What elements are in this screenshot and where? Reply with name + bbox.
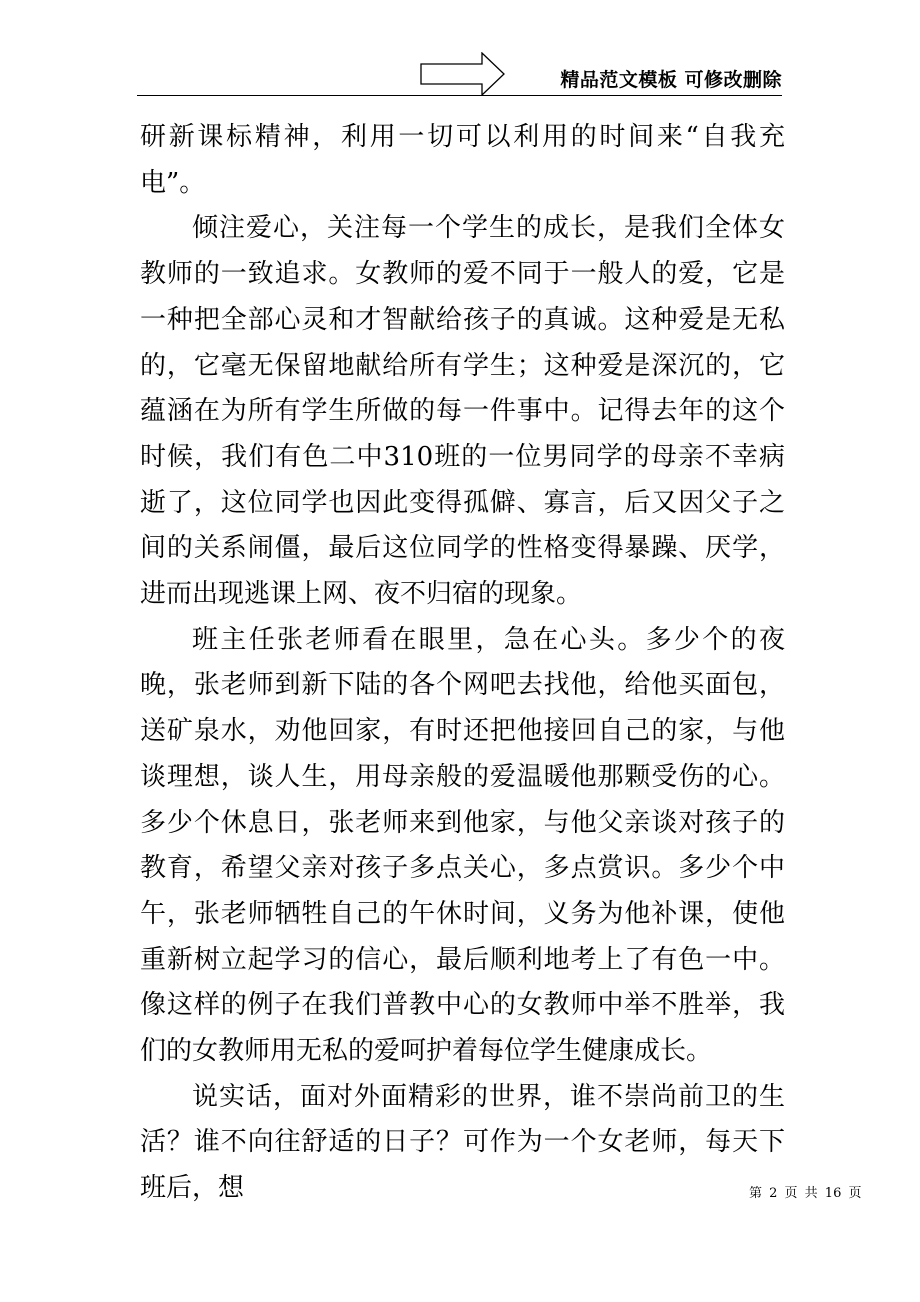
page-number: 第 2 页 共 16 页 bbox=[749, 1186, 862, 1201]
document-body bbox=[140, 115, 785, 1212]
paragraph-continuation: 研新课标精神，利用一切可以利用的时间来“自我充电”。 bbox=[140, 122, 785, 198]
right-arrow-outline-icon bbox=[420, 52, 506, 96]
paragraph-honest-words: 说实话，面对外面精彩的世界，谁不崇尚前卫的生活？谁不向往舒适的日子？可作为一个女老师，每天下班后，想 bbox=[140, 1081, 785, 1204]
paragraph-love-for-students: 倾注爱心，关注每一个学生的成长，是我们全体女教师的一致追求。女教师的爱不同于一般人的爱，它是一种把全部心灵和才智献给孩子的真诚。这种爱是无私的，它毫无保留地献给所有学生；这种爱是深沉的，它蕴涵在为所有学生所做的每一件事中。记得去年的这个时候，我们有色二中310班的一位男同学的母亲不幸病逝了，这位同学也因此变得孤僻、寡言，后又因父子之间的关系闹僵，最后这位同学的性格变得暴躁、厌学，进而出现逃课上网、夜不归宿的现象。 bbox=[140, 213, 785, 610]
page-header bbox=[137, 50, 782, 97]
paragraph-teacher-zhang-story: 班主任张老师看在眼里，急在心头。多少个的夜晚，张老师到新下陆的各个网吧去找他，给他买面包，送矿泉水，劝他回家，有时还把他接回自己的家，与他谈理想，谈人生，用母亲般的爱温暖他那颗受伤的心。多少个休息日，张老师来到他家，与他父亲谈对孩子的教育，希望父亲对孩子多点关心，多点赏识。多少个中午，张老师牺牲自己的午休时间，义务为他补课，使他重新树立起学习的信心，最后顺利地考上了有色一中。像这样的例子在我们普教中心的女教师中举不胜举，我们的女教师用无私的爱呵护着每位学生健康成长。 bbox=[140, 624, 785, 1067]
header-title: 精品范文模板 可修改删除 bbox=[560, 69, 782, 91]
header-divider bbox=[137, 95, 782, 96]
